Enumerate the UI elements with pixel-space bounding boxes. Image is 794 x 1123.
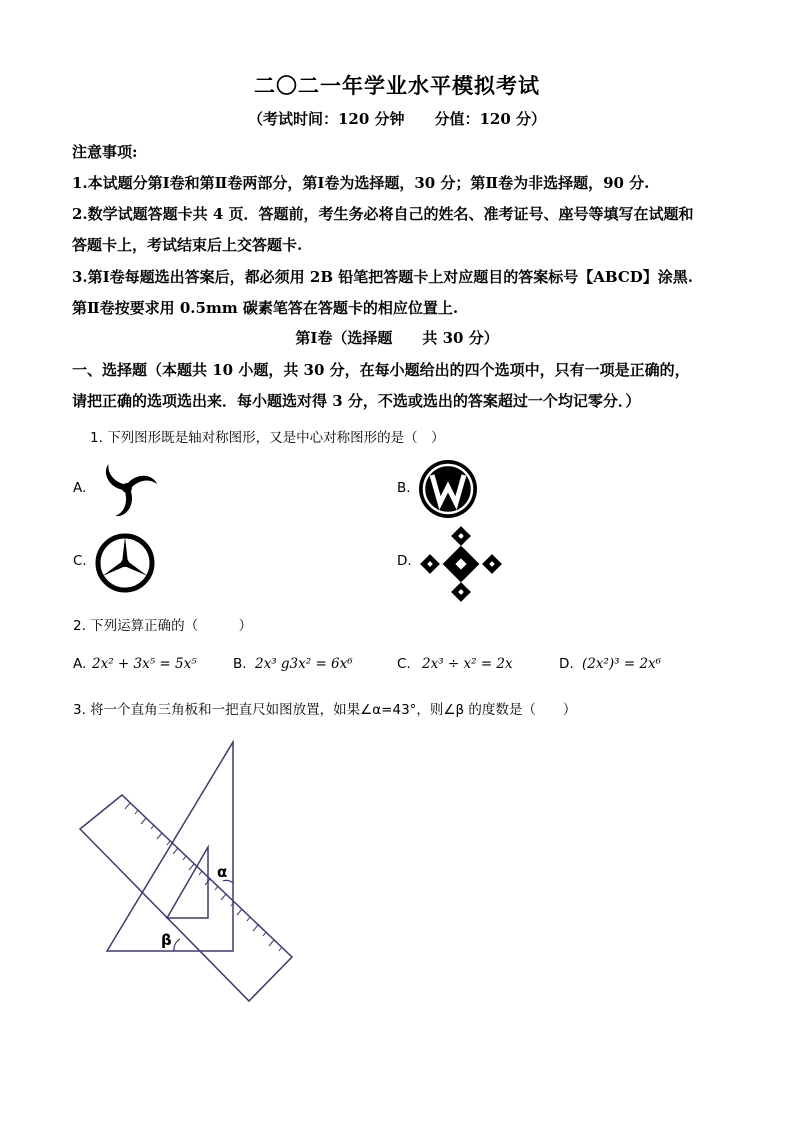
swirl-icon [95,458,159,518]
ruler-shape [80,795,292,1001]
q2-option-d-label: D. [559,656,574,672]
ruler-ticks [125,803,282,951]
question-2-stem: 2. 下列运算正确的（ ） [73,618,253,634]
notes-line: 第Ⅱ卷按要求用 0.5mm 碳素笔答在答题卡的相应位置上. [72,299,459,317]
mercedes-logo-icon [94,532,156,594]
beta-label: β [161,931,172,949]
exam-title: 二〇二一年学业水平模拟考试 [254,73,540,98]
q1-option-c-label: C. [73,553,87,569]
notes-line: 答题卡上，考试结束后上交答题卡. [72,236,303,254]
exam-subtitle: （考试时间：120 分钟 分值：120 分） [247,110,547,128]
beta-arc [174,939,180,951]
q2-option-c-label: C. [397,656,411,672]
q1-option-a-label: A. [73,480,87,496]
diamond-cross-icon [418,525,504,603]
ruler-triangle-figure [70,735,305,1010]
q1-option-d-label: D. [397,553,412,569]
section-instructions: 请把正确的选项选出来．每小题选对得 3 分，不选或选出的答案超过一个均记零分．） [72,392,641,410]
question-1-stem: 1. 下列图形既是轴对称图形，又是中心对称图形的是（ ） [90,430,445,446]
section-title: 第Ⅰ卷（选择题 共 30 分） [295,329,499,347]
notes-heading: 注意事项: [72,143,138,161]
q2-option-b-expr: 2x³ g3x² = 6x⁶ [255,656,353,672]
q2-option-d-expr: (2x²)³ = 2x⁶ [582,656,662,672]
q1-option-b-label: B. [397,480,411,496]
q2-option-c-expr: 2x³ ÷ x² = 2x [422,656,513,672]
notes-line: 2.数学试题答题卡共 4 页．答题前，考生务必将自己的姓名、准考证号、座号等填写在试题和 [72,205,694,223]
alpha-label: α [217,863,228,881]
q2-option-a-expr: 2x² + 3x⁵ = 5x⁵ [92,656,197,672]
notes-line: 1.本试题分第Ⅰ卷和第Ⅱ卷两部分，第Ⅰ卷为选择题，30 分；第Ⅱ卷为非选择题，90 分. [72,174,650,192]
vw-logo-icon [418,459,478,519]
q2-option-b-label: B. [233,656,247,672]
notes-line: 3.第Ⅰ卷每题选出答案后，都必须用 2B 铅笔把答题卡上对应题目的答案标号【ABCD】涂黑. [72,268,694,286]
question-3-stem: 3. 将一个直角三角板和一把直尺如图放置，如果∠α=43°，则∠β 的度数是（ ） [73,702,577,718]
section-instructions: 一、选择题（本题共 10 小题，共 30 分，在每小题给出的四个选项中，只有一项是正确的， [72,361,690,379]
q2-option-a-label: A. [73,656,87,672]
